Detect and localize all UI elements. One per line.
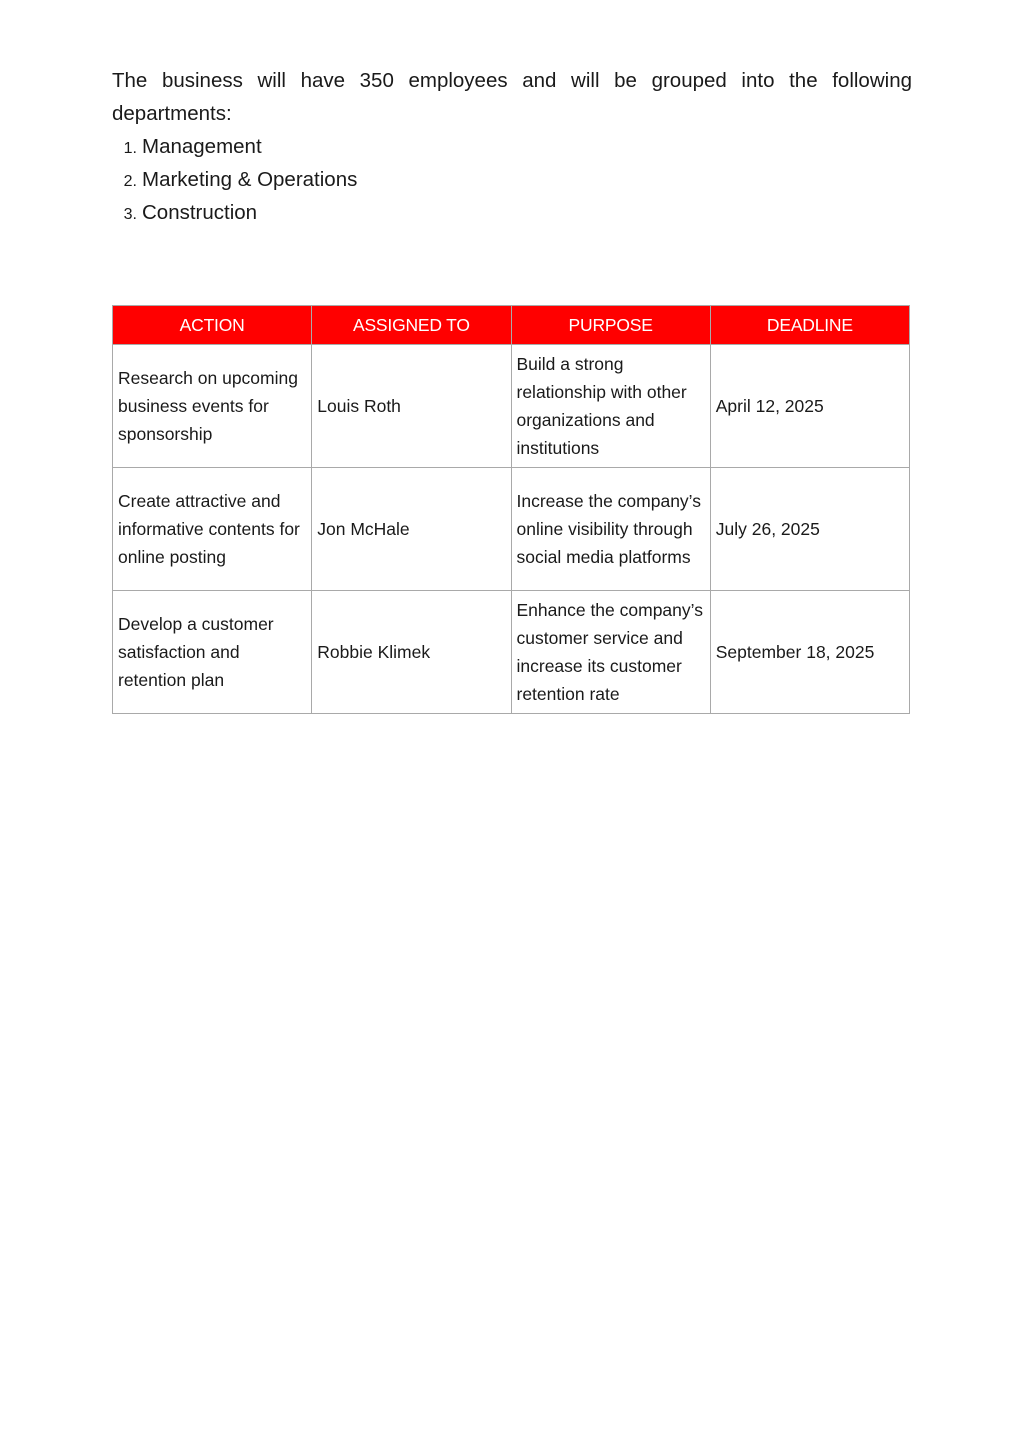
list-item-number: 2. <box>123 173 137 190</box>
purpose-cell: Build a strong relationship with other organizations and institutions <box>511 345 710 468</box>
list-item-label: Marketing & Operations <box>142 168 358 191</box>
intro-paragraph: The business will have 350 employees and will be grouped into the following departments: <box>112 69 912 125</box>
list-item-number: 3. <box>123 206 137 223</box>
column-header-deadline: DEADLINE <box>710 306 909 345</box>
list-item-number: 1. <box>123 140 137 157</box>
column-header-assigned-to: ASSIGNED TO <box>312 306 511 345</box>
purpose-cell: Enhance the company’s customer service and increase its customer retention rate <box>511 591 710 714</box>
list-item <box>112 130 912 163</box>
action-plan-table <box>112 305 910 714</box>
table-row <box>113 345 910 468</box>
assigned-to-cell: Robbie Klimek <box>312 591 511 714</box>
action-cell: Research on upcoming business events for sponsorship <box>113 345 312 468</box>
assigned-to-cell: Jon McHale <box>312 468 511 591</box>
department-list <box>112 130 912 229</box>
table-row <box>113 468 910 591</box>
purpose-cell: Increase the company’s online visibility through social media platforms <box>511 468 710 591</box>
deadline-cell: September 18, 2025 <box>710 591 909 714</box>
document-page <box>112 64 912 229</box>
deadline-cell: April 12, 2025 <box>710 345 909 468</box>
list-item-label: Construction <box>142 201 258 224</box>
column-header-action: ACTION <box>113 306 312 345</box>
column-header-purpose: PURPOSE <box>511 306 710 345</box>
table-header-row <box>113 306 910 345</box>
action-cell: Develop a customer satisfaction and retention plan <box>113 591 312 714</box>
deadline-cell: July 26, 2025 <box>710 468 909 591</box>
table-row <box>113 591 910 714</box>
action-cell: Create attractive and informative contents for online posting <box>113 468 312 591</box>
list-item <box>112 196 912 229</box>
list-item <box>112 163 912 196</box>
assigned-to-cell: Louis Roth <box>312 345 511 468</box>
list-item-label: Management <box>142 135 262 158</box>
